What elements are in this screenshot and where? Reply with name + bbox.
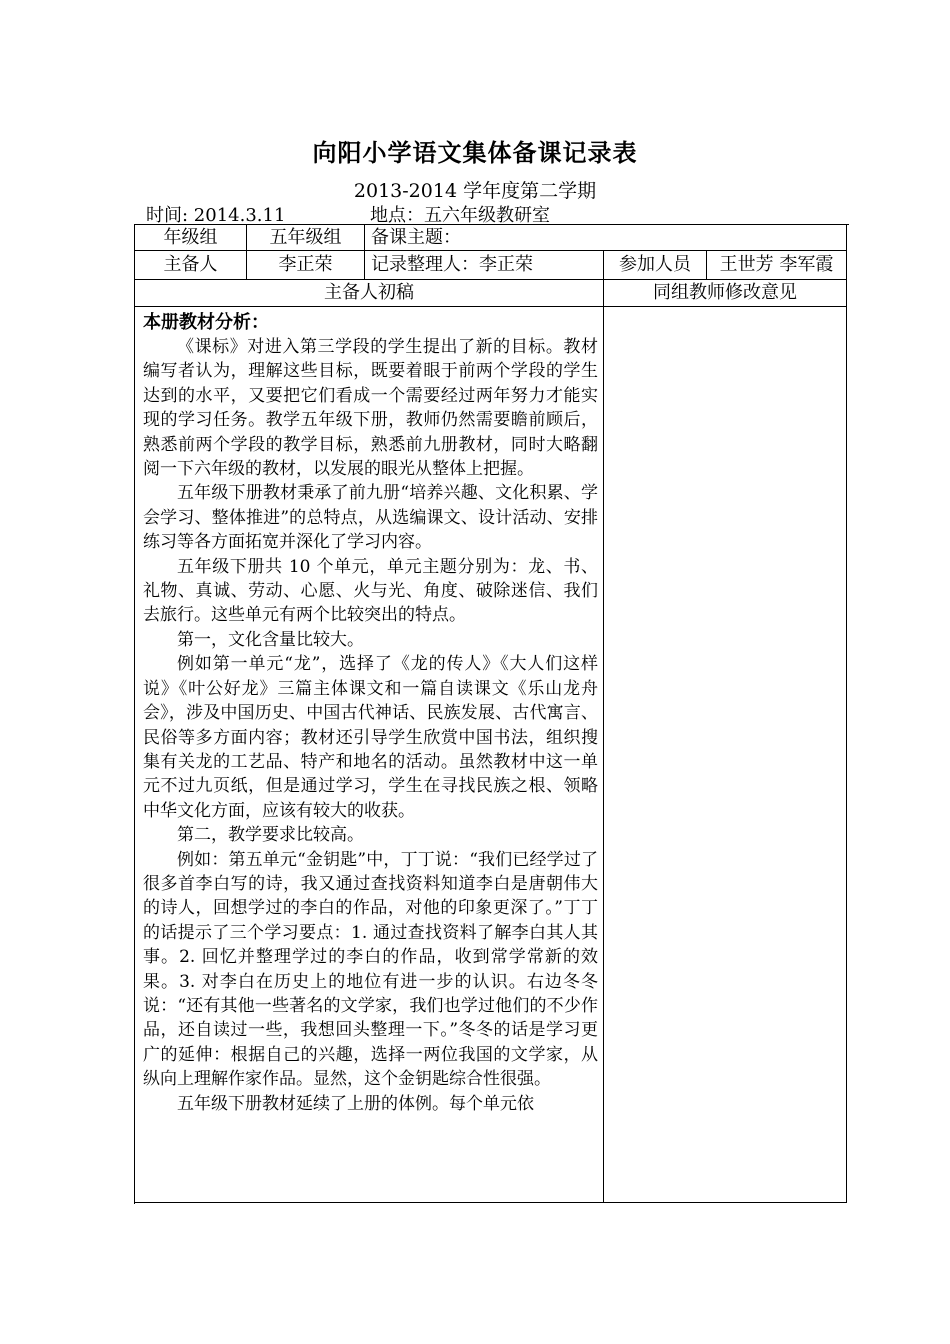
draft-header: 主备人初稿 [135,280,604,307]
page-title: 向阳小学语文集体备课记录表 [312,139,638,167]
meeting-place: 地点：五六年级教研室 [370,205,550,226]
revision-header: 同组教师修改意见 [604,280,847,307]
participants-value: 王世芳 李军霞 [707,251,847,280]
semester-subtitle: 2013-2014 学年度第二学期 [353,180,597,202]
analysis-paragraph: 第一，文化含量比较大。 [177,629,364,650]
participants-label: 参加人员 [604,251,707,280]
host-value: 李正荣 [247,251,365,280]
topic-label: 备课主题： [365,225,847,251]
meeting-time: 时间: 2014.3.11 [146,205,286,226]
recorder-label: 记录整理人：李正荣 [365,251,604,280]
analysis-paragraph: 例如第一单元“龙”，选择了《龙的传人》《大人们这样说》《叶公好龙》三篇主体课文和一篇自读课文《乐山龙舟会》，涉及中国历史、中国古代神话、民族发展、古代寓言、民俗等多方面内容；教材还引导学生欣赏中国书法，组织搜集有关龙的工艺品、特产和地名的活动。虽然教材中这一单元不过九页纸，但是通过学习，学生在寻找民族之根、领略中华文化方面，应该有较大的收获。 [143,654,598,821]
lesson-prep-table [134,224,849,1204]
draft-content [135,307,604,1203]
analysis-paragraph: 五年级下册教材秉承了前九册“培养兴趣、文化积累、学会学习、整体推进”的总特点，从选编课文、设计活动、安排练习等各方面拓宽并深化了学习内容。 [143,483,598,553]
analysis-paragraph: 例如：第五单元“金钥匙”中，丁丁说：“我们已经学过了很多首李白写的诗，我又通过查找资料知道李白是唐朝伟大的诗人，回想学过的李白的作品，对他的印象更深了。”丁丁的话提示了三个学习要点：1. 通过查找资料了解李白其人其事。2. 回忆并整理学过的李白的作品，收到常学常新的效果。3. 对李白在历史上的地位有进一步的认识。右边冬冬说：“还有其他一些著名的文学家，我们也学过他们的不少作品，还自读过一些，我想回头整理一下。”冬冬的话是学习更广的延伸：根据自己的兴趣，选择一两位我国的文学家，从纵向上理解作家作品。显然，这个金钥匙综合性很强。 [143,849,598,1090]
grade-group-label: 年级组 [135,225,247,251]
analysis-paragraph: 五年级下册教材延续了上册的体例。每个单元依 [177,1093,534,1114]
grade-group-value: 五年级组 [247,225,365,251]
host-label: 主备人 [135,251,247,280]
analysis-paragraph: 《课标》对进入第三学段的学生提出了新的目标。教材编写者认为，理解这些目标，既要着眼于前两个学段的学生达到的水平，又要把它们看成一个需要经过两年努力才能实现的学习任务。教学五年级下册，教师仍然需要瞻前顾后，熟悉前两个学段的教学目标，熟悉前九册教材，同时大略翻阅一下六年级的教材，以发展的眼光从整体上把握。 [143,337,598,480]
revision-content [604,307,847,1203]
analysis-paragraph: 五年级下册共 10 个单元，单元主题分别为：龙、书、礼物、真诚、劳动、心愿、火与光、角度、破除迷信、我们去旅行。这些单元有两个比较突出的特点。 [143,556,598,626]
analysis-heading: 本册教材分析： [143,312,269,333]
analysis-paragraph: 第二，教学要求比较高。 [177,825,364,846]
